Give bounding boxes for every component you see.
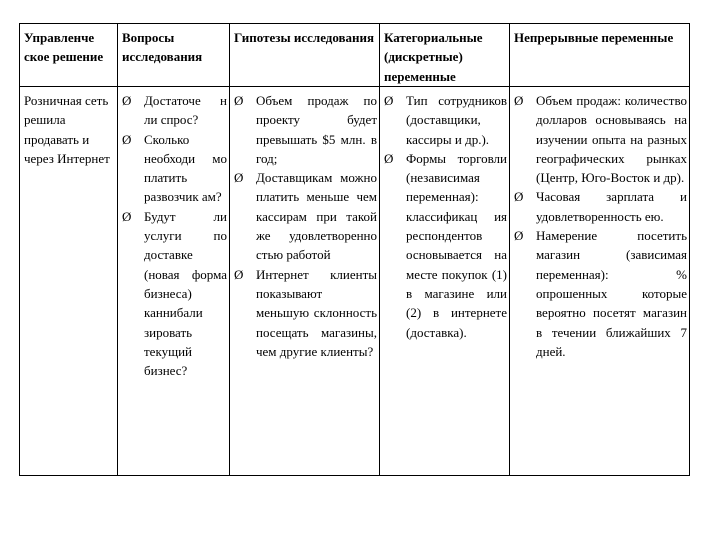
header-questions: Вопросы исследования [118,24,230,87]
bullet-arrow-icon: Ø [514,228,524,244]
bullet-arrow-icon: Ø [234,170,244,186]
decision-text: Розничная сеть решила продавать и через Интернет [24,93,110,166]
bullet-arrow-icon: Ø [122,93,132,108]
bullet-arrow-icon: Ø [384,150,394,166]
list-item: Ø Часовая зарплата и удовлетворенность ею. [514,189,687,224]
header-continuous: Непрерывные переменные [510,24,690,87]
categorical-cell [380,87,510,476]
bullet-arrow-icon: Ø [122,131,132,147]
header-decision: Управленче ское решение [20,24,118,87]
list-item: Ø Объем продаж по проекту будет превышать $5 млн. в год; [234,93,377,166]
bullet-arrow-icon: Ø [234,93,244,108]
bullet-arrow-icon: Ø [234,266,244,282]
list-item: Ø Тип сотрудников (доставщики, кассиры и др.). [384,93,507,147]
bullet-arrow-icon: Ø [514,93,524,108]
bullet-arrow-icon: Ø [384,93,394,108]
list-item: Ø Объем продаж: количество долларов основываясь на изучении опыта на разных географических рынках (Центр, Юго-Восток и др). [514,93,687,186]
list-item: Ø Намерение посетить магазин (зависимая переменная): % опрошенных которые вероятно посетят магазин в течении ближайших 7 дней. [514,228,687,359]
questions-cell [118,87,230,476]
hypotheses-cell [230,87,380,476]
research-table [19,23,690,476]
list-item: Ø Интернет клиенты показывают меньшую склонность посещать магазины, чем другие клиенты? [234,266,377,359]
list-item: Ø Будут ли услуги по доставке (новая форма бизнеса) каннибали зировать текущий бизнес? [122,208,227,379]
bullet-arrow-icon: Ø [514,189,524,205]
continuous-cell [510,87,690,476]
header-row [20,24,690,87]
list-item: Ø Сколько необходи мо платить развозчик ам? [122,131,227,205]
table-row [20,87,690,476]
decision-cell [20,87,118,476]
header-hypotheses: Гипотезы исследования [230,24,380,87]
header-categorical: Категориальные (дискретные) переменные [380,24,510,87]
list-item: Ø Достаточе н ли спрос? [122,93,227,128]
list-item: Ø Доставщикам можно платить меньше чем кассирам при такой же удовлетворенно стью работой [234,170,377,263]
list-item: Ø Формы торговли (независимая переменная): классификац ия респондентов основывается на месте покупок (1) в магазине или (2) в интернете (доставка). [384,150,507,340]
bullet-arrow-icon: Ø [122,208,132,224]
